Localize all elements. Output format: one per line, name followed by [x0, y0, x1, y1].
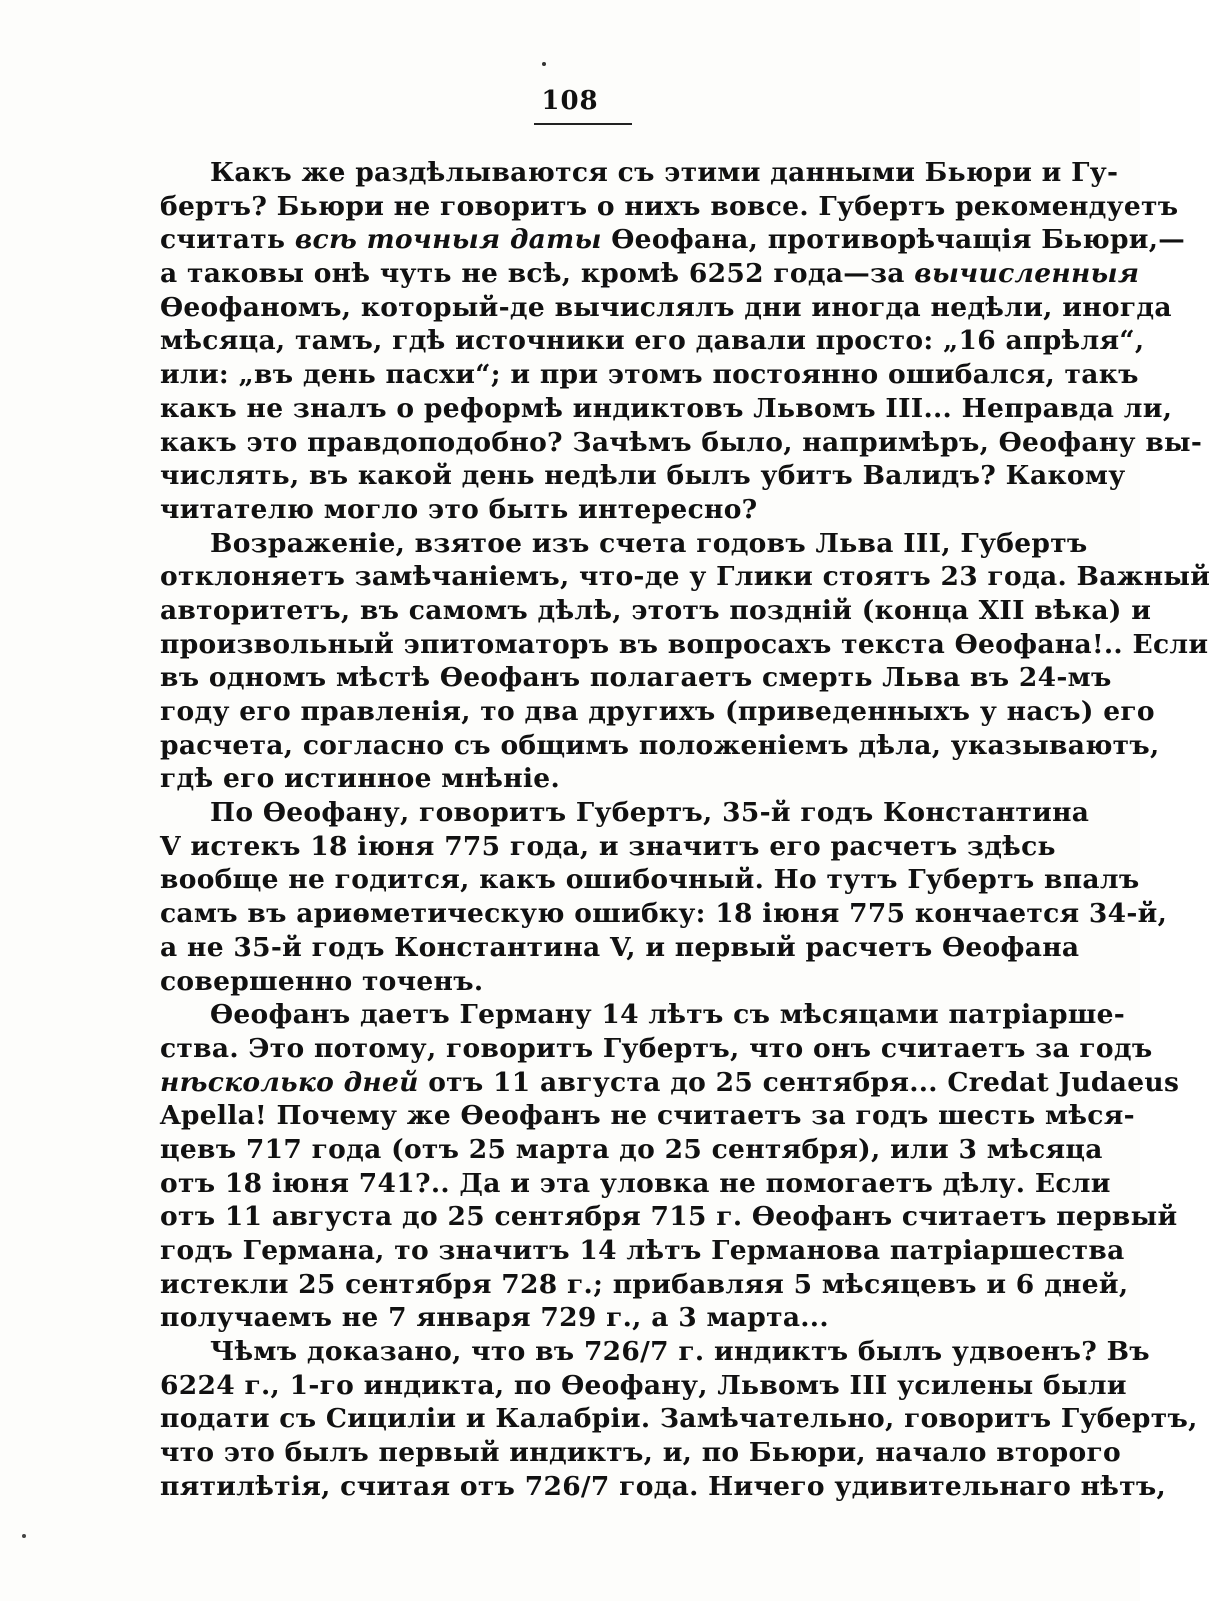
- text-line: [160, 257, 1140, 291]
- text-line: [160, 998, 1126, 1032]
- text-segment: а не 35-й годъ Константина V, и первый расчетъ Ѳеофана: [160, 931, 1080, 963]
- text-line: [160, 1369, 1127, 1403]
- text-segment: отклоняетъ замѣчаніемъ, что-де у Глики стоятъ 23 года. Важный: [160, 561, 1210, 593]
- text-line: [160, 830, 1056, 864]
- text-line: [160, 1470, 1167, 1504]
- paragraph: [160, 796, 1168, 998]
- text-segment: году его правленія, то два другихъ (приведенныхъ у насъ) его: [160, 696, 1155, 727]
- text-segment: отъ 18 іюня 741?.. Да и эта уловка не помогаетъ дѣлу. Если: [160, 1167, 1111, 1199]
- paragraph: [160, 998, 1180, 1335]
- text-line: [160, 324, 1145, 358]
- text-segment: самъ въ ариѳметическую ошибку: 18 іюня 775 кончается 34-й,: [160, 898, 1168, 930]
- text-segment: гдѣ его истинное мнѣніе.: [160, 763, 560, 795]
- text-line: [160, 527, 1088, 561]
- text-line: [160, 628, 1209, 662]
- margin-speck: [22, 1534, 26, 1538]
- text-segment: отъ 11 августа до 25 сентября 715 г. Ѳеофанъ считаетъ первый: [160, 1201, 1178, 1233]
- text-segment: подати съ Сициліи и Калабріи. Замѣчательно, говоритъ Губертъ,: [160, 1403, 1198, 1435]
- text-segment: 6224 г., 1-го индикта, по Ѳеофану, Львомъ III усилены были: [160, 1369, 1127, 1401]
- text-segment: По Ѳеофану, говоритъ Губертъ, 35-й годъ Константина: [210, 797, 1090, 829]
- paragraph: [160, 156, 1203, 527]
- page-number: 108: [541, 86, 599, 116]
- text-segment: расчета, согласно съ общимъ положеніемъ дѣла, указываютъ,: [160, 729, 1160, 761]
- text-segment: Ѳеофанъ даетъ Герману 14 лѣтъ съ мѣсяцами патріарше-: [210, 999, 1126, 1031]
- italic-text: вычисленныя: [914, 258, 1140, 290]
- text-segment: Какъ же раздѣлываются съ этими данными Бьюри и Гу-: [210, 157, 1119, 188]
- text-line: [160, 190, 1179, 224]
- print-speck: [542, 62, 546, 66]
- text-segment: произвольный эпитоматоръ въ вопросахъ текста Ѳеофана!.. Если: [160, 628, 1209, 660]
- text-line: [160, 1133, 1103, 1167]
- text-segment: въ одномъ мѣстѣ Ѳеофанъ полагаетъ смерть Льва въ 24-мъ: [160, 662, 1112, 694]
- text-line: [160, 1402, 1198, 1436]
- text-segment: Ѳеофаномъ, который-де вычислялъ дни иногда недѣли, иногда: [160, 291, 1172, 323]
- text-line: [160, 1167, 1111, 1201]
- text-segment: совершенно точенъ.: [160, 965, 484, 997]
- text-line: [160, 1032, 1153, 1066]
- text-segment: какъ не зналъ о реформѣ индиктовъ Львомъ III... Неправда ли,: [160, 392, 1173, 424]
- text-line: [160, 1268, 1129, 1302]
- text-line: [160, 863, 1140, 897]
- text-line: [160, 493, 1015, 527]
- text-line: [160, 560, 1210, 594]
- text-line: [160, 156, 1119, 190]
- italic-text: нѣсколько дней: [160, 1066, 419, 1098]
- text-line: [160, 897, 1168, 931]
- text-line: [160, 358, 1139, 392]
- text-segment: какъ это правдоподобно? Зачѣмъ было, напримѣръ, Ѳеофану вы-: [160, 426, 1203, 458]
- text-segment: читателю могло это быть интересно?: [160, 493, 758, 525]
- text-segment: Возраженіе, взятое изъ счета годовъ Льва III, Губертъ: [210, 527, 1088, 559]
- paragraph: [160, 527, 1210, 797]
- text-line: [160, 796, 1090, 830]
- text-line: [160, 594, 1152, 628]
- text-line: [160, 1234, 1125, 1268]
- text-line: [160, 1301, 1015, 1335]
- text-segment: получаемъ не 7 января 729 г., а 3 марта...: [160, 1302, 829, 1334]
- text-segment: цевъ 717 года (отъ 25 марта до 25 сентября), или 3 мѣсяца: [160, 1133, 1103, 1165]
- text-segment: Apella! Почему же Ѳеофанъ не считаетъ за годъ шесть мѣся-: [160, 1100, 1135, 1132]
- text-line: [160, 931, 1080, 965]
- text-line: [160, 459, 1126, 493]
- text-segment: ства. Это потому, говоритъ Губертъ, что онъ считаетъ за годъ: [160, 1032, 1153, 1064]
- text-segment: авторитетъ, въ самомъ дѣлѣ, этотъ поздній (конца XII вѣка) и: [160, 594, 1152, 626]
- text-line: [160, 695, 1155, 729]
- text-segment: пятилѣтія, считая отъ 726/7 года. Ничего удивительнаго нѣтъ,: [160, 1470, 1167, 1502]
- italic-text: всѣ точныя даты: [294, 224, 602, 256]
- text-segment: годъ Германа, то значитъ 14 лѣтъ Германова патріаршества: [160, 1235, 1125, 1266]
- text-line: [160, 661, 1112, 695]
- text-segment: или: „въ день пасхи“; и при этомъ постоянно ошибался, такъ: [160, 359, 1139, 391]
- text-line: [160, 1436, 1121, 1470]
- text-segment: истекли 25 сентября 728 г.; прибавляя 5 мѣсяцевъ и 6 дней,: [160, 1268, 1129, 1300]
- text-segment: бертъ? Бьюри не говоритъ о нихъ вовсе. Губертъ рекомендуетъ: [160, 190, 1179, 222]
- text-line: [160, 1335, 1150, 1369]
- text-segment: мѣсяца, тамъ, гдѣ источники его давали просто: „16 апрѣля“,: [160, 325, 1145, 357]
- text-segment: числять, въ какой день недѣли былъ убитъ Валидъ? Какому: [160, 460, 1126, 492]
- text-segment: а таковы онѣ чуть не всѣ, кромѣ 6252 года—за: [160, 258, 915, 290]
- text-line: [160, 762, 1015, 796]
- text-line: [160, 426, 1203, 460]
- text-segment: считать: [160, 224, 295, 256]
- text-line: [160, 1066, 1180, 1100]
- page-number-rule: [534, 123, 632, 125]
- text-line: [160, 223, 1186, 257]
- text-segment: отъ 11 августа до 25 сентября... Credat Judaeus: [418, 1066, 1180, 1098]
- text-line: [160, 291, 1172, 325]
- body-text: [160, 156, 1210, 1504]
- text-line: [160, 729, 1160, 763]
- text-line: [160, 392, 1173, 426]
- text-segment: вообще не годится, какъ ошибочный. Но тутъ Губертъ впалъ: [160, 864, 1140, 896]
- text-line: [160, 965, 1015, 999]
- text-segment: V истекъ 18 іюня 775 года, и значитъ его расчетъ здѣсь: [160, 830, 1056, 862]
- text-segment: Чѣмъ доказано, что въ 726/7 г. индиктъ былъ удвоенъ? Въ: [210, 1336, 1150, 1368]
- text-segment: что это былъ первый индиктъ, и, по Бьюри, начало второго: [160, 1437, 1121, 1469]
- text-line: [160, 1200, 1178, 1234]
- text-segment: Ѳеофана, противорѣчащія Бьюри,—: [601, 224, 1186, 256]
- paragraph: [160, 1335, 1198, 1503]
- text-line: [160, 1099, 1135, 1133]
